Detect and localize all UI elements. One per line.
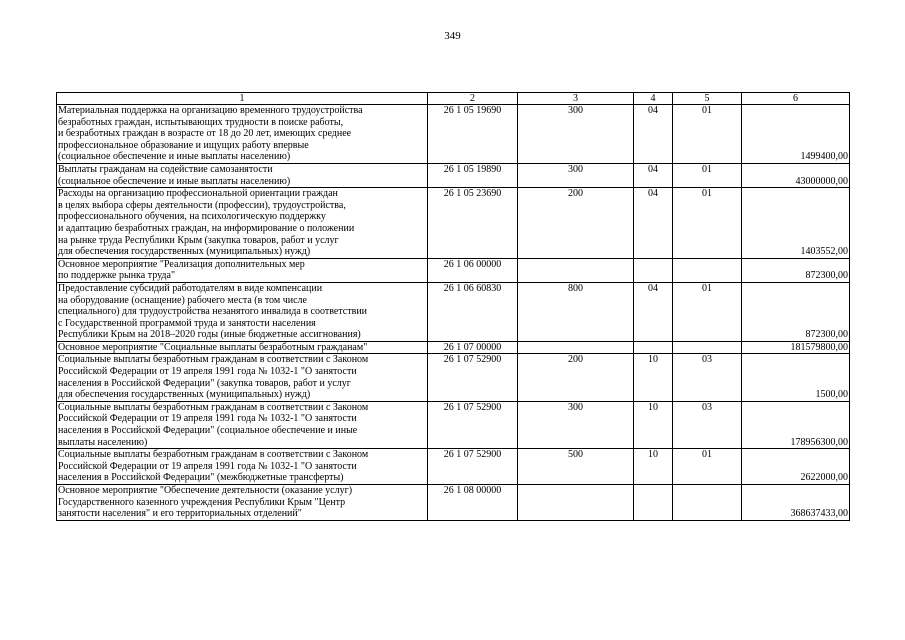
row-section: 10 xyxy=(634,449,673,485)
table-row xyxy=(57,401,850,448)
table-row xyxy=(57,449,850,485)
row-target-code: 26 1 06 60830 xyxy=(428,282,518,341)
row-section xyxy=(634,258,673,282)
row-subsection: 03 xyxy=(673,354,742,401)
page-number: 349 xyxy=(444,30,461,42)
row-expense-type xyxy=(518,485,634,521)
row-expense-type xyxy=(518,258,634,282)
row-amount: 1500,00 xyxy=(742,354,850,401)
column-header: 4 xyxy=(634,93,673,105)
table-row xyxy=(57,105,850,164)
row-name: Выплаты гражданам на содействие самозанятости (социальное обеспечение и иные выплаты населению) xyxy=(57,163,428,187)
row-expense-type xyxy=(518,341,634,354)
row-expense-type: 300 xyxy=(518,401,634,448)
row-target-code: 26 1 05 19890 xyxy=(428,163,518,187)
column-header: 6 xyxy=(742,93,850,105)
row-section: 04 xyxy=(634,188,673,259)
row-subsection: 03 xyxy=(673,401,742,448)
row-section xyxy=(634,341,673,354)
row-amount: 872300,00 xyxy=(742,258,850,282)
row-name: Основное мероприятие "Реализация дополнительных мер по поддержке рынка труда" xyxy=(57,258,428,282)
row-subsection: 01 xyxy=(673,282,742,341)
row-name: Предоставление субсидий работодателям в виде компенсации на оборудование (оснащение) рабочего места (в том числе специального) для трудоустройства незанятого инвалида в соответствии с Государственной программой труда и занятости населения Республики Крым на 2018–2020 годы (иные бюджетные ассигнования) xyxy=(57,282,428,341)
row-name: Расходы на организацию профессиональной ориентации граждан в целях выбора сферы деятельности (профессии), трудоустройства, профессионального обучения, на психологическую поддержку и адаптацию безработных граждан, на информирование о положении на рынке труда Республики Крым (закупка товаров, работ и услуг для обеспечения государственных (муниципальных) нужд) xyxy=(57,188,428,259)
row-target-code: 26 1 07 52900 xyxy=(428,449,518,485)
row-amount: 2622000,00 xyxy=(742,449,850,485)
row-subsection xyxy=(673,341,742,354)
row-name: Основное мероприятие "Обеспечение деятельности (оказание услуг) Государственного казенного учреждения Республики Крым "Центр занятости населения" и его территориальных отделений" xyxy=(57,485,428,521)
row-expense-type: 500 xyxy=(518,449,634,485)
row-amount: 368637433,00 xyxy=(742,485,850,521)
row-target-code: 26 1 07 52900 xyxy=(428,401,518,448)
row-name: Материальная поддержка на организацию временного трудоустройства безработных граждан, испытывающих трудности в поиске работы, и безработных граждан в возрасте от 18 до 20 лет, имеющих среднее профессиональное образование и ищущих работу впервые (социальное обеспечение и иные выплаты населению) xyxy=(57,105,428,164)
row-subsection: 01 xyxy=(673,449,742,485)
header-row xyxy=(57,93,850,105)
row-section: 10 xyxy=(634,401,673,448)
row-expense-type: 200 xyxy=(518,354,634,401)
row-subsection xyxy=(673,258,742,282)
column-header: 5 xyxy=(673,93,742,105)
row-amount: 1499400,00 xyxy=(742,105,850,164)
row-name: Социальные выплаты безработным гражданам в соответствии с Законом Российской Федерации от 19 апреля 1991 года № 1032-1 "О занятости населения в Российской Федерации" (межбюджетные трансферты) xyxy=(57,449,428,485)
table-row xyxy=(57,282,850,341)
table-row xyxy=(57,485,850,521)
table-row xyxy=(57,341,850,354)
row-target-code: 26 1 07 00000 xyxy=(428,341,518,354)
row-subsection: 01 xyxy=(673,163,742,187)
row-section: 10 xyxy=(634,354,673,401)
row-expense-type: 800 xyxy=(518,282,634,341)
row-amount: 181579800,00 xyxy=(742,341,850,354)
row-amount: 178956300,00 xyxy=(742,401,850,448)
row-expense-type: 200 xyxy=(518,188,634,259)
row-target-code: 26 1 05 19690 xyxy=(428,105,518,164)
row-target-code: 26 1 05 23690 xyxy=(428,188,518,259)
table-row xyxy=(57,163,850,187)
row-section xyxy=(634,485,673,521)
table-row xyxy=(57,354,850,401)
row-name: Социальные выплаты безработным гражданам в соответствии с Законом Российской Федерации от 19 апреля 1991 года № 1032-1 "О занятости населения в Российской Федерации" (социальное обеспечение и иные выплаты населению) xyxy=(57,401,428,448)
row-amount: 872300,00 xyxy=(742,282,850,341)
row-name: Основное мероприятие "Социальные выплаты безработным гражданам" xyxy=(57,341,428,354)
column-header: 2 xyxy=(428,93,518,105)
table-row xyxy=(57,258,850,282)
row-target-code: 26 1 08 00000 xyxy=(428,485,518,521)
row-subsection: 01 xyxy=(673,188,742,259)
row-section: 04 xyxy=(634,163,673,187)
column-header: 1 xyxy=(57,93,428,105)
row-amount: 43000000,00 xyxy=(742,163,850,187)
row-amount: 1403552,00 xyxy=(742,188,850,259)
budget-table xyxy=(56,92,850,521)
row-section: 04 xyxy=(634,105,673,164)
table-row xyxy=(57,188,850,259)
row-subsection xyxy=(673,485,742,521)
row-target-code: 26 1 06 00000 xyxy=(428,258,518,282)
row-name: Социальные выплаты безработным гражданам в соответствии с Законом Российской Федерации от 19 апреля 1991 года № 1032-1 "О занятости населения в Российской Федерации" (закупка товаров, работ и услуг для обеспечения государственных (муниципальных) нужд) xyxy=(57,354,428,401)
row-section: 04 xyxy=(634,282,673,341)
row-expense-type: 300 xyxy=(518,105,634,164)
row-target-code: 26 1 07 52900 xyxy=(428,354,518,401)
column-header: 3 xyxy=(518,93,634,105)
row-expense-type: 300 xyxy=(518,163,634,187)
row-subsection: 01 xyxy=(673,105,742,164)
